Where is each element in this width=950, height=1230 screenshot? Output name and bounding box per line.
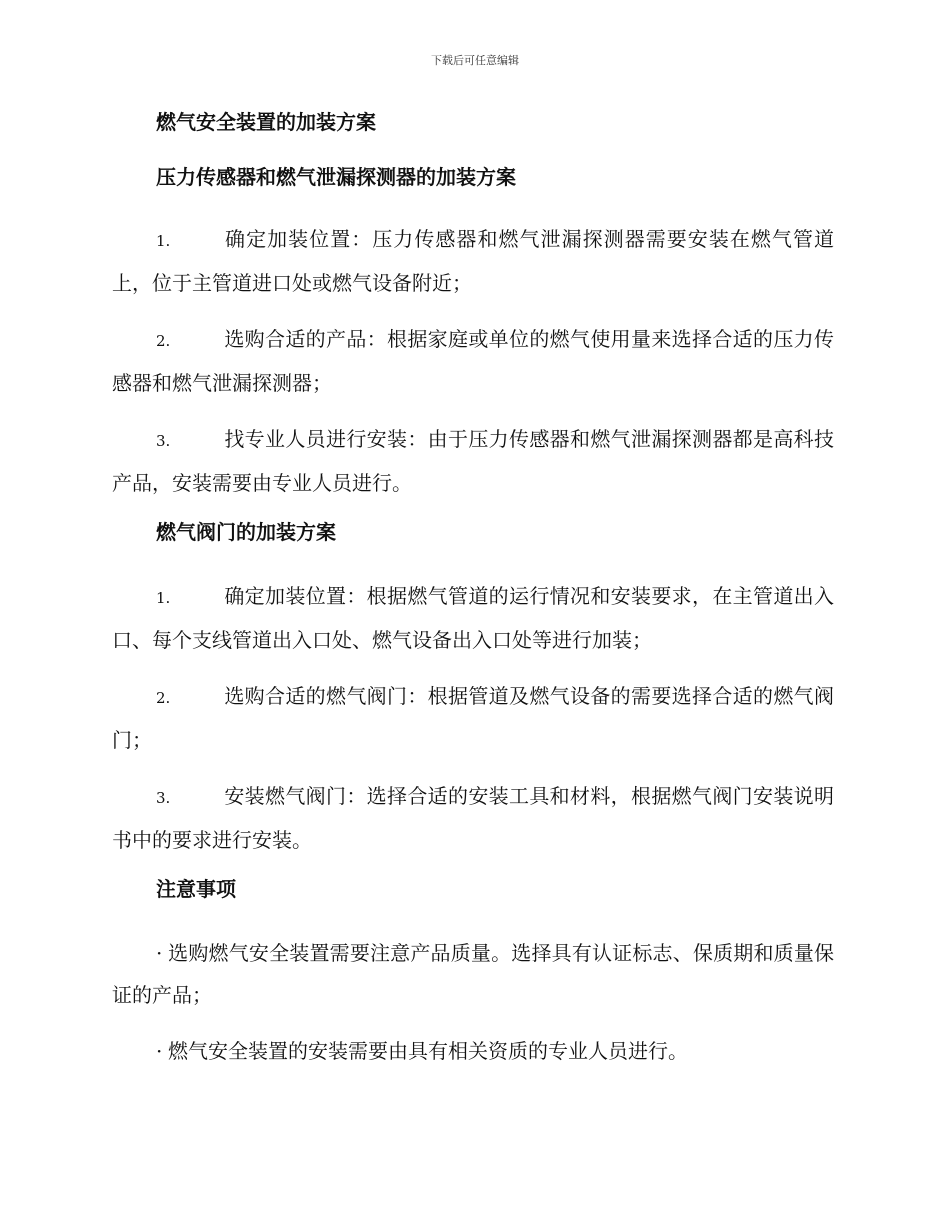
bullet-item bbox=[112, 1030, 834, 1072]
item-text: 选购合适的燃气阀门：根据管道及燃气设备的需要选择合适的燃气阀门； bbox=[112, 684, 834, 752]
bullet-text: 选购燃气安全装置需要注意产品质量。选择具有认证标志、保质期和质量保证的产品； bbox=[112, 941, 834, 1007]
list-item bbox=[112, 575, 834, 661]
section-heading-gas-valve: 燃气阀门的加装方案 bbox=[156, 520, 336, 544]
item-text: 找专业人员进行安装：由于压力传感器和燃气泄漏探测器都是高科技产品，安装需要由专业人员进行。 bbox=[112, 427, 834, 495]
bullet-mark: · bbox=[156, 1039, 163, 1063]
section-heading-notes: 注意事项 bbox=[156, 877, 236, 901]
list-item bbox=[112, 675, 834, 761]
item-number: 2. bbox=[156, 332, 171, 350]
document-title: 燃气安全装置的加装方案 bbox=[156, 110, 376, 134]
bullet-item bbox=[112, 932, 834, 1016]
item-text: 确定加装位置：根据燃气管道的运行情况和安装要求，在主管道出入口、每个支线管道出入口处、燃气设备出入口处等进行加装； bbox=[112, 584, 834, 652]
item-number: 1. bbox=[156, 589, 171, 607]
item-text: 选购合适的产品：根据家庭或单位的燃气使用量来选择合适的压力传感器和燃气泄漏探测器； bbox=[112, 327, 834, 395]
item-number: 3. bbox=[156, 789, 171, 807]
item-text: 安装燃气阀门：选择合适的安装工具和材料，根据燃气阀门安装说明书中的要求进行安装。 bbox=[112, 784, 834, 852]
item-number: 2. bbox=[156, 689, 171, 707]
list-item bbox=[112, 418, 834, 504]
section-heading-pressure-sensor: 压力传感器和燃气泄漏探测器的加装方案 bbox=[156, 165, 516, 189]
list-item bbox=[112, 775, 834, 861]
item-number: 3. bbox=[156, 432, 171, 450]
item-number: 1. bbox=[156, 232, 171, 250]
list-item bbox=[112, 218, 834, 304]
bullet-mark: · bbox=[156, 941, 163, 965]
list-item bbox=[112, 318, 834, 404]
bullet-text: 燃气安全装置的安装需要由具有相关资质的专业人员进行。 bbox=[168, 1039, 688, 1063]
page-header: 下载后可任意编辑 bbox=[431, 54, 519, 67]
document-body bbox=[112, 108, 834, 1086]
item-text: 确定加装位置：压力传感器和燃气泄漏探测器需要安装在燃气管道上，位于主管道进口处或燃气设备附近； bbox=[112, 227, 834, 295]
